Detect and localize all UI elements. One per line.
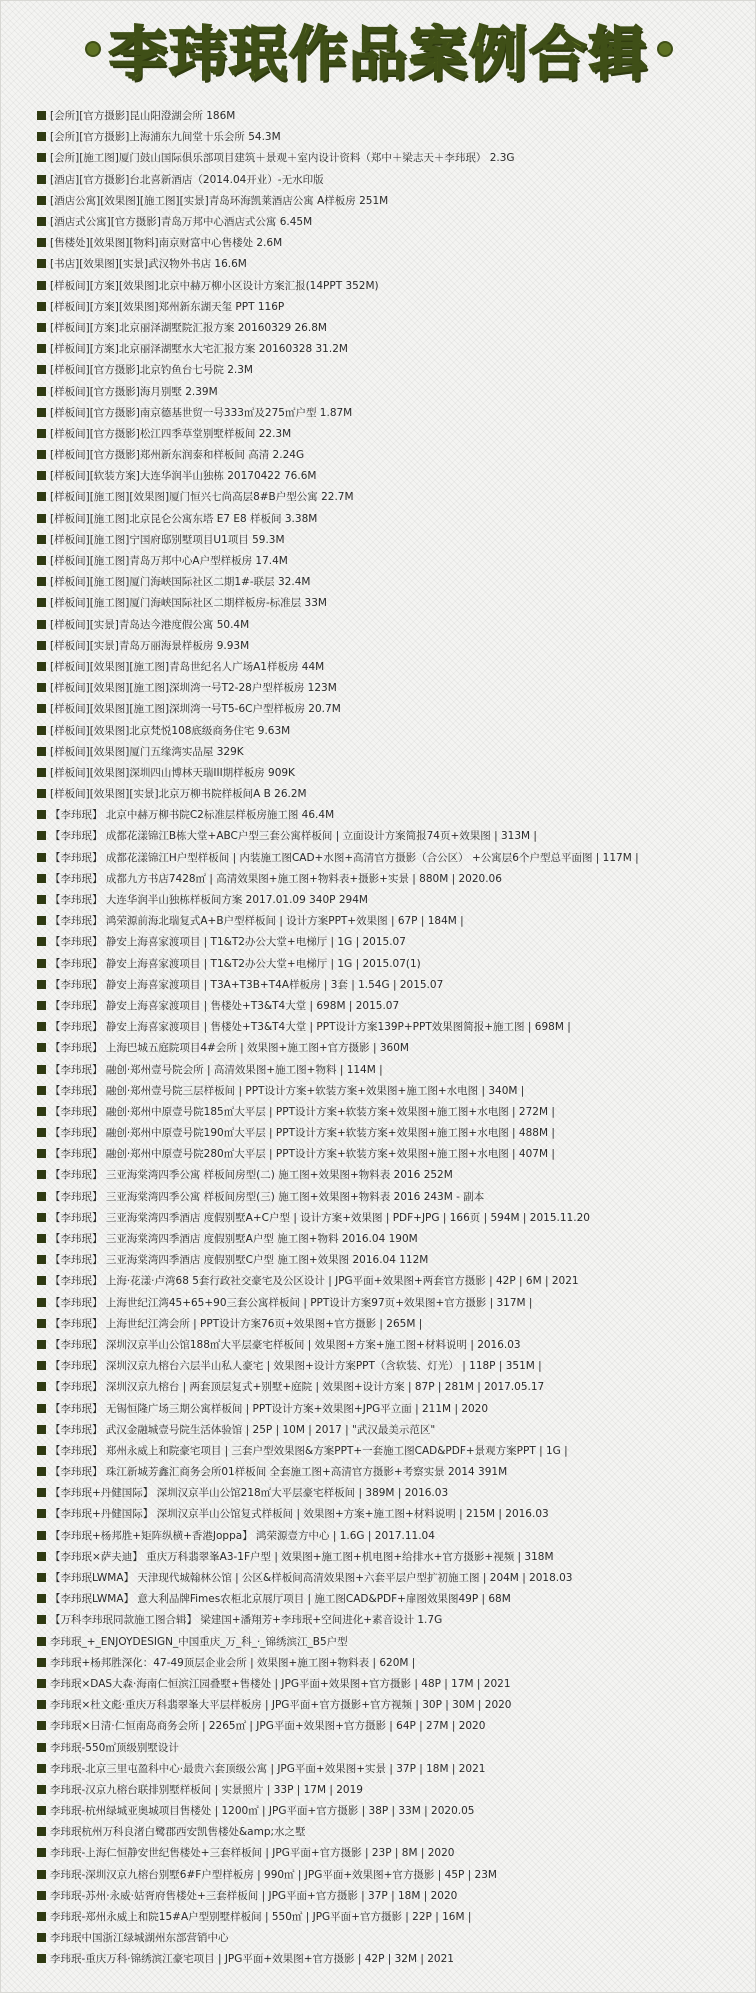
square-bullet-icon	[37, 1107, 46, 1116]
list-item	[37, 1461, 749, 1482]
square-bullet-icon	[37, 598, 46, 607]
list-item-text: [样板间][效果图]北京梵悦108底级商务住宅 9.63M	[50, 724, 291, 737]
list-item	[37, 1207, 749, 1228]
list-item-text: 【万科李玮珉同款施工图合辑】 梁建国+潘翔芳+李玮珉+空间进化+素音设计 1.7G	[50, 1614, 443, 1627]
list-item-text: 【李玮珉】 三亚海棠湾四季酒店 度假别墅C户型 施工图+效果图 2016.04 112M	[50, 1254, 429, 1267]
list-item	[37, 1609, 749, 1630]
square-bullet-icon	[37, 916, 46, 925]
list-item-text: 【李玮珉】 大连华润半山独栋样板间方案 2017.01.09 340P 294M	[50, 894, 368, 907]
list-item	[37, 317, 749, 338]
list-item-text: 李玮珉-深圳汉京九榕台别墅6#F户型样板房 | 990㎡ | JPG平面+效果图+官方摄影 | 45P | 23M	[50, 1868, 497, 1881]
list-item-text: 【李玮珉LWMA】 天津现代城翰林公馆 | 公区&样板间高清效果图+六套平层户型扩初施工图 | 204M | 2018.03	[50, 1572, 573, 1585]
list-item	[37, 169, 749, 190]
list-item-text: 李玮珉-北京三里屯盈科中心·最贵六套顶级公寓 | JPG平面+效果图+实景 | 37P | 18M | 2021	[50, 1762, 486, 1775]
square-bullet-icon	[37, 1361, 46, 1370]
square-bullet-icon	[37, 1065, 46, 1074]
square-bullet-icon	[37, 1552, 46, 1561]
list-item	[37, 1631, 749, 1652]
square-bullet-icon	[37, 1382, 46, 1391]
list-item-text: 李玮珉×DAS大森·海南仁恒滨江园叠墅+售楼处 | JPG平面+效果图+官方摄影 | 48P | 17M | 2021	[50, 1677, 511, 1690]
list-item-text: 【李玮珉】 上海世纪江湾45+65+90三套公寓样板间 | PPT设计方案97页+效果图+官方摄影 | 317M |	[50, 1296, 533, 1309]
list-item	[37, 1567, 749, 1588]
square-bullet-icon	[37, 620, 46, 629]
list-item	[37, 1397, 749, 1418]
list-item-text: [书店][效果图][实景]武汉物外书店 16.6M	[50, 258, 247, 271]
list-item-text: 【李玮珉】 无锡恒隆广场三期公寓样板间 | PPT设计方案+效果图+JPG平立面 | 211M | 2020	[50, 1402, 489, 1415]
list-item-text: 【李玮珉LWMA】 意大利品牌Fimes农柜北京展厅项目 | 施工图CAD&PDF+扉图效果图49P | 68M	[50, 1593, 511, 1606]
list-item	[37, 1842, 749, 1863]
list-item	[37, 529, 749, 550]
list-item-text: 【李玮珉】 静安上海喜家渡项目 | T3A+T3B+T4A样板房 | 3套 | 1.54G | 2015.07	[50, 978, 444, 991]
list-item-text: 【李玮珉】 成都九方书店7428㎡ | 高清效果图+施工图+物料表+摄影+实景 | 880M | 2020.06	[50, 872, 502, 885]
square-bullet-icon	[37, 1340, 46, 1349]
list-item-text: 【李玮珉×萨夫迪】 重庆万科翡翠峯A3-1F户型 | 效果图+施工图+机电图+给排水+官方摄影+视频 | 318M	[50, 1550, 554, 1563]
square-bullet-icon	[37, 111, 46, 120]
list-item-text: [酒店公寓][效果图][施工图][实景]青岛环海凯莱酒店公寓 A样板房 251M	[50, 194, 389, 207]
square-bullet-icon	[37, 132, 46, 141]
square-bullet-icon	[37, 1912, 46, 1921]
list-item	[37, 1885, 749, 1906]
list-item-text: [售楼处][效果图][物料]南京财富中心售楼处 2.6M	[50, 237, 283, 250]
list-item-text: [会所][施工图]厦门鼓山国际俱乐部项目建筑＋景观＋室内设计资料（郑中＋梁志天＋李玮珉） 2.3G	[50, 152, 515, 165]
title-left-dot-icon	[85, 41, 101, 57]
list-item	[37, 592, 749, 613]
square-bullet-icon	[37, 471, 46, 480]
list-item-text: 李玮珉-苏州·永威·姑胥府售楼处+三套样板间 | JPG平面+官方摄影 | 37P | 18M | 2020	[50, 1889, 458, 1902]
list-item	[37, 698, 749, 719]
square-bullet-icon	[37, 175, 46, 184]
square-bullet-icon	[37, 1213, 46, 1222]
list-item-text: 李玮珉-550㎡顶级别墅设计	[50, 1741, 179, 1754]
list-item-text: [样板间][效果图][施工图]深圳湾一号T2-28户型样板房 123M	[50, 682, 337, 695]
list-item	[37, 508, 749, 529]
list-item	[37, 1122, 749, 1143]
square-bullet-icon	[37, 556, 46, 565]
square-bullet-icon	[37, 1170, 46, 1179]
square-bullet-icon	[37, 768, 46, 777]
list-item-text: [样板间][效果图][施工图]青岛世纪名人广场A1样板房 44M	[50, 660, 325, 673]
list-item-text: 【李玮珉】 三亚海棠湾四季酒店 度假别墅A户型 施工图+物料 2016.04 190M	[50, 1233, 418, 1246]
list-item	[37, 1016, 749, 1037]
square-bullet-icon	[37, 1891, 46, 1900]
list-item-text: [样板间][施工图]宁国府邸别墅项目U1项目 59.3M	[50, 533, 285, 546]
list-item	[37, 847, 749, 868]
list-item-text: 李玮珉×杜文彪·重庆万科翡翠峯大平层样板房 | JPG平面+官方摄影+官方视频 | 30P | 30M | 2020	[50, 1699, 512, 1712]
square-bullet-icon	[37, 980, 46, 989]
list-item-text: [样板间][官方摄影]郑州新东润泰和样板间 高清 2.24G	[50, 449, 305, 462]
header	[1, 1, 756, 97]
list-item	[37, 402, 749, 423]
list-item	[37, 1906, 749, 1927]
square-bullet-icon	[37, 1276, 46, 1285]
list-item	[37, 1588, 749, 1609]
list-item-text: 【李玮珉】 上海巴城五庭院项目4#会所 | 效果图+施工图+官方摄影 | 360M	[50, 1042, 409, 1055]
list-item	[37, 762, 749, 783]
square-bullet-icon	[37, 1298, 46, 1307]
list-item-text: [样板间][效果图][施工图]深圳湾一号T5-6C户型样板房 20.7M	[50, 703, 341, 716]
list-item-text: [样板间][方案]北京丽泽湖墅院汇报方案 20160329 26.8M	[50, 321, 327, 334]
list-item	[37, 1334, 749, 1355]
list-item	[37, 1758, 749, 1779]
square-bullet-icon	[37, 365, 46, 374]
list-item-text: [样板间][效果图]深圳四山博林天瑞III期样板房 909K	[50, 766, 295, 779]
square-bullet-icon	[37, 1743, 46, 1752]
square-bullet-icon	[37, 1721, 46, 1730]
list-item-text: 【李玮珉】 静安上海喜家渡项目 | T1&T2办公大堂+电梯厅 | 1G | 2015.07	[50, 936, 406, 949]
list-item-text: 【李玮珉+丹健国际】 深圳汉京半山公馆218㎡大平层豪宅样板间 | 389M | 2016.03	[50, 1487, 449, 1500]
list-item	[37, 1673, 749, 1694]
square-bullet-icon	[37, 429, 46, 438]
square-bullet-icon	[37, 1679, 46, 1688]
list-item-text: [样板间][施工图]青岛万邦中心A户型样板房 17.4M	[50, 555, 288, 568]
list-item	[37, 1482, 749, 1503]
list-item	[37, 1313, 749, 1334]
list-item-text: 【李玮珉】 成都花漾锦江B栋大堂+ABC户型三套公寓样板间 | 立面设计方案简报74页+效果图 | 313M |	[50, 830, 537, 843]
square-bullet-icon	[37, 1594, 46, 1603]
square-bullet-icon	[37, 1001, 46, 1010]
list-item	[37, 550, 749, 571]
list-item	[37, 1715, 749, 1736]
list-item-text: 【李玮珉】 鸿荣源前海北瑞复式A+B户型样板间 | 设计方案PPT+效果图 | 67P | 184M |	[50, 915, 464, 928]
square-bullet-icon	[37, 196, 46, 205]
list-item	[37, 1503, 749, 1524]
list-item	[37, 465, 749, 486]
list-item-text: 【李玮珉】 静安上海喜家渡项目 | 售楼处+T3&T4大堂 | PPT设计方案139P+PPT效果图简报+施工图 | 698M |	[50, 1021, 571, 1034]
square-bullet-icon	[37, 1149, 46, 1158]
square-bullet-icon	[37, 874, 46, 883]
list-item-text: 李玮珉杭州万科良渚白鹭郡西安凯售楼处&amp;水之墅	[50, 1826, 306, 1839]
list-item-text: 【李玮珉】 融创·郑州壹号院会所 | 高清效果图+施工图+物料 | 114M |	[50, 1063, 383, 1076]
list-item	[37, 1101, 749, 1122]
square-bullet-icon	[37, 1128, 46, 1137]
list-item-text: 【李玮珉】 三亚海棠湾四季公寓 样板间房型(二) 施工图+效果图+物料表 2016 252M	[50, 1169, 453, 1182]
square-bullet-icon	[37, 1806, 46, 1815]
list-item	[37, 1249, 749, 1270]
list-item	[37, 1037, 749, 1058]
list-item	[37, 1143, 749, 1164]
list-item-text: [会所][官方摄影]昆山阳澄湖会所 186M	[50, 110, 236, 123]
title-right-dot-icon	[657, 41, 673, 57]
square-bullet-icon	[37, 238, 46, 247]
list-item-text: 李玮珉_+_ENJOYDESIGN_中国重庆_万_科_·_锦绣滨江_B5户型	[50, 1635, 348, 1648]
list-item	[37, 486, 749, 507]
list-item	[37, 359, 749, 380]
list-item	[37, 1779, 749, 1800]
square-bullet-icon	[37, 810, 46, 819]
square-bullet-icon	[37, 1573, 46, 1582]
list-item-text: 李玮珉-杭州绿城亚奥城项目售楼处 | 1200㎡ | JPG平面+官方摄影 | 38P | 33M | 2020.05	[50, 1805, 475, 1818]
square-bullet-icon	[37, 514, 46, 523]
square-bullet-icon	[37, 1043, 46, 1052]
list-item-text: 【李玮珉】 静安上海喜家渡项目 | T1&T2办公大堂+电梯厅 | 1G | 2015.07(1)	[50, 957, 421, 970]
square-bullet-icon	[37, 1637, 46, 1646]
square-bullet-icon	[37, 937, 46, 946]
list-item	[37, 614, 749, 635]
square-bullet-icon	[37, 259, 46, 268]
list-item-text: 【李玮珉】 深圳汉京九榕台 | 两套顶层复式+别墅+庭院 | 效果图+设计方案 | 87P | 281M | 2017.05.17	[50, 1381, 545, 1394]
square-bullet-icon	[37, 662, 46, 671]
square-bullet-icon	[37, 1615, 46, 1624]
list-item	[37, 275, 749, 296]
list-item-text: [样板间][施工图]北京昆仑公寓东塔 E7 E8 样板间 3.38M	[50, 512, 318, 525]
list-item	[37, 1419, 749, 1440]
list-item-text: 【李玮珉】 成都花漾锦江H户型样板间 | 内装施工图CAD+水图+高清官方摄影（合公区） +公寓层6个户型总平面图 | 117M |	[50, 851, 639, 864]
list-item-text: [会所][官方摄影]上海浦东九间堂十乐会所 54.3M	[50, 131, 281, 144]
square-bullet-icon	[37, 895, 46, 904]
list-item	[37, 995, 749, 1016]
list-item	[37, 1292, 749, 1313]
list-item-text: 【李玮珉】 北京中赫万柳书院C2标准层样板房施工图 46.4M	[50, 809, 335, 822]
list-item-text: 【李玮珉】 深圳汉京九榕台六层半山私人豪宅 | 效果图+设计方案PPT（含软装、灯光） | 118P | 351M |	[50, 1360, 542, 1373]
square-bullet-icon	[37, 641, 46, 650]
list-item	[37, 232, 749, 253]
list-item	[37, 931, 749, 952]
list-item	[37, 910, 749, 931]
square-bullet-icon	[37, 1488, 46, 1497]
list-item	[37, 1948, 749, 1969]
square-bullet-icon	[37, 344, 46, 353]
square-bullet-icon	[37, 577, 46, 586]
list-item	[37, 1736, 749, 1757]
list-item-text: 【李玮珉+杨邦胜+矩阵纵横+香港Joppa】 鸿荣源壹方中心 | 1.6G | 2017.11.04	[50, 1529, 435, 1542]
square-bullet-icon	[37, 831, 46, 840]
list-item	[37, 656, 749, 677]
list-item-text: 【李玮珉】 郑州永威上和院豪宅项目 | 三套户型效果图&方案PPT+一套施工图CAD&PDF+景观方案PPT | 1G |	[50, 1444, 568, 1457]
page-title: 李玮珉作品案例合辑	[108, 20, 649, 88]
list-item	[37, 1864, 749, 1885]
list-item-text: 【李玮珉】 上海世纪江湾会所 | PPT设计方案76页+效果图+官方摄影 | 265M |	[50, 1317, 423, 1330]
list-item-text: 【李玮珉】 深圳汉京半山公馆188㎡大平层豪宅样板间 | 效果图+方案+施工图+材料说明 | 2016.03	[50, 1338, 521, 1351]
list-item-text: [样板间][官方摄影]南京德基世贸一号333㎡及275㎡户型 1.87M	[50, 406, 353, 419]
list-item	[37, 741, 749, 762]
list-item-text: 【李玮珉】 三亚海棠湾四季酒店 度假别墅A+C户型 | 设计方案+效果图 | PDF+JPG | 166页 | 594M | 2015.11.20	[50, 1211, 590, 1224]
list-item-text: [酒店式公寓][官方摄影]青岛万邦中心酒店式公寓 6.45M	[50, 216, 313, 229]
square-bullet-icon	[37, 387, 46, 396]
list-item	[37, 1080, 749, 1101]
list-item-text: 【李玮珉】 融创·郑州中原壹号院185㎡大平层 | PPT设计方案+软装方案+效果图+施工图+水电图 | 272M |	[50, 1105, 555, 1118]
square-bullet-icon	[37, 1192, 46, 1201]
list-item	[37, 105, 749, 126]
list-item	[37, 126, 749, 147]
square-bullet-icon	[37, 1827, 46, 1836]
list-item	[37, 338, 749, 359]
square-bullet-icon	[37, 1404, 46, 1413]
square-bullet-icon	[37, 1658, 46, 1667]
list-item	[37, 253, 749, 274]
list-item-text: [样板间][方案]北京丽泽湖墅水大宅汇报方案 20160328 31.2M	[50, 343, 348, 356]
list-item	[37, 1186, 749, 1207]
project-list	[37, 105, 749, 1970]
square-bullet-icon	[37, 1509, 46, 1518]
list-item-text: [样板间][官方摄影]北京钓鱼台七号院 2.3M	[50, 364, 253, 377]
square-bullet-icon	[37, 1425, 46, 1434]
square-bullet-icon	[37, 1446, 46, 1455]
list-item	[37, 1800, 749, 1821]
square-bullet-icon	[37, 1933, 46, 1942]
list-item	[37, 380, 749, 401]
square-bullet-icon	[37, 959, 46, 968]
list-item-text: [样板间][实景]青岛达今港度假公寓 50.4M	[50, 618, 250, 631]
list-item-text: 【李玮珉】 融创·郑州中原壹号院190㎡大平层 | PPT设计方案+软装方案+效果图+施工图+水电图 | 488M |	[50, 1127, 555, 1140]
list-item-text: 【李玮珉】 静安上海喜家渡项目 | 售楼处+T3&T4大堂 | 698M | 2015.07	[50, 999, 400, 1012]
list-item	[37, 1376, 749, 1397]
list-item	[37, 1058, 749, 1079]
list-item	[37, 211, 749, 232]
square-bullet-icon	[37, 1700, 46, 1709]
list-item	[37, 635, 749, 656]
list-item	[37, 677, 749, 698]
list-item-text: [样板间][实景]青岛万丽海景样板房 9.93M	[50, 639, 250, 652]
list-item-text: [样板间][方案][效果图]郑州新东湖天玺 PPT 116P	[50, 300, 285, 313]
list-item-text: [样板间][效果图][实景]北京万柳书院样板间A B 26.2M	[50, 788, 307, 801]
square-bullet-icon	[37, 153, 46, 162]
square-bullet-icon	[37, 683, 46, 692]
square-bullet-icon	[37, 302, 46, 311]
list-item-text: 【李玮珉】 珠江新城芳鑫汇商务会所01样板间 全套施工图+高清官方摄影+考察实景 2014 391M	[50, 1466, 508, 1479]
list-item-text: [样板间][施工图]厦门海峡国际社区二期样板房-标准层 33M	[50, 597, 327, 610]
square-bullet-icon	[37, 1022, 46, 1031]
list-item	[37, 783, 749, 804]
list-item-text: 【李玮珉+丹健国际】 深圳汉京半山公馆复式样板间 | 效果图+方案+施工图+材料说明 | 215M | 2016.03	[50, 1508, 549, 1521]
square-bullet-icon	[37, 1086, 46, 1095]
square-bullet-icon	[37, 1870, 46, 1879]
list-item	[37, 1270, 749, 1291]
square-bullet-icon	[37, 535, 46, 544]
square-bullet-icon	[37, 1467, 46, 1476]
square-bullet-icon	[37, 726, 46, 735]
square-bullet-icon	[37, 1255, 46, 1264]
list-item-text: [样板间][软装方案]大连华润半山独栋 20170422 76.6M	[50, 470, 317, 483]
square-bullet-icon	[37, 747, 46, 756]
list-item	[37, 1546, 749, 1567]
square-bullet-icon	[37, 1785, 46, 1794]
list-item-text: 【李玮珉】 武汉金融城壹号院生活体验馆 | 25P | 10M | 2017 | "武汉最美示范区"	[50, 1423, 436, 1436]
list-item	[37, 147, 749, 168]
list-item	[37, 953, 749, 974]
square-bullet-icon	[37, 323, 46, 332]
list-item-text: 李玮珉-重庆万科·锦绣滨江豪宅项目 | JPG平面+效果图+官方摄影 | 42P | 32M | 2021	[50, 1953, 454, 1966]
square-bullet-icon	[37, 492, 46, 501]
list-item-text: [样板间][施工图][效果图]厦门恒兴七尚高层8#B户型公寓 22.7M	[50, 491, 354, 504]
list-item-text: 【李玮珉】 融创·郑州壹号院三层样板间 | PPT设计方案+软装方案+效果图+施工图+水电图 | 340M |	[50, 1084, 525, 1097]
square-bullet-icon	[37, 1848, 46, 1857]
list-item-text: 李玮珉-汉京九榕台联排别墅样板间 | 实景照片 | 33P | 17M | 2019	[50, 1783, 363, 1796]
list-item	[37, 719, 749, 740]
square-bullet-icon	[37, 408, 46, 417]
square-bullet-icon	[37, 1234, 46, 1243]
square-bullet-icon	[37, 853, 46, 862]
list-item	[37, 190, 749, 211]
square-bullet-icon	[37, 789, 46, 798]
list-item-text: [样板间][官方摄影]海月别墅 2.39M	[50, 385, 218, 398]
square-bullet-icon	[37, 450, 46, 459]
list-item-text: 李玮珉-上海仁恒静安世纪售楼处+三套样板间 | JPG平面+官方摄影 | 23P | 8M | 2020	[50, 1847, 455, 1860]
list-item-text: [样板间][施工图]厦门海峡国际社区二期1#-联层 32.4M	[50, 576, 311, 589]
list-item-text: 李玮珉中国浙江绿城湖州东部营销中心	[50, 1932, 229, 1945]
list-item	[37, 974, 749, 995]
list-item-text: 【李玮珉】 上海·花漾·卢湾68 5套行政社交豪宅及公区设计 | JPG平面+效果图+两套官方摄影 | 42P | 6M | 2021	[50, 1275, 579, 1288]
list-item	[37, 1821, 749, 1842]
list-item-text: [样板间][效果图]厦门五缘湾实品屋 329K	[50, 745, 244, 758]
list-item-text: 李玮珉+杨邦胜深化：47-49顶层企业会所 | 效果图+施工图+物料表 | 620M |	[50, 1656, 416, 1669]
list-item-text: 【李玮珉】 三亚海棠湾四季公寓 样板间房型(三) 施工图+效果图+物料表 2016 243M - 副本	[50, 1190, 485, 1203]
list-item	[37, 1164, 749, 1185]
list-item	[37, 1525, 749, 1546]
list-item-text: 李玮珉-郑州永威上和院15#A户型别墅样板间 | 550㎡ | JPG平面+官方摄影 | 22P | 16M |	[50, 1911, 472, 1924]
square-bullet-icon	[37, 217, 46, 226]
list-item	[37, 825, 749, 846]
list-item	[37, 1652, 749, 1673]
list-item	[37, 423, 749, 444]
list-item	[37, 868, 749, 889]
list-item	[37, 1927, 749, 1948]
list-item-text: [样板间][方案][效果图]北京中赫万柳小区设计方案汇报(14PPT 352M)	[50, 279, 379, 292]
square-bullet-icon	[37, 1319, 46, 1328]
list-item-text: 李玮珉×日清·仁恒南岛商务会所 | 2265㎡ | JPG平面+效果图+官方摄影 | 64P | 27M | 2020	[50, 1720, 486, 1733]
list-item	[37, 1440, 749, 1461]
square-bullet-icon	[37, 704, 46, 713]
list-item	[37, 889, 749, 910]
list-item	[37, 296, 749, 317]
square-bullet-icon	[37, 1954, 46, 1963]
list-item	[37, 1355, 749, 1376]
list-item	[37, 571, 749, 592]
list-item-text: [酒店][官方摄影]台北喜新酒店（2014.04开业）-无水印版	[50, 173, 324, 186]
square-bullet-icon	[37, 281, 46, 290]
list-item	[37, 1228, 749, 1249]
list-item-text: [样板间][官方摄影]松江四季草堂别墅样板间 22.3M	[50, 427, 292, 440]
square-bullet-icon	[37, 1531, 46, 1540]
list-item	[37, 804, 749, 825]
list-item	[37, 1694, 749, 1715]
list-item-text: 【李玮珉】 融创·郑州中原壹号院280㎡大平层 | PPT设计方案+软装方案+效果图+施工图+水电图 | 407M |	[50, 1148, 555, 1161]
square-bullet-icon	[37, 1764, 46, 1773]
list-item	[37, 444, 749, 465]
